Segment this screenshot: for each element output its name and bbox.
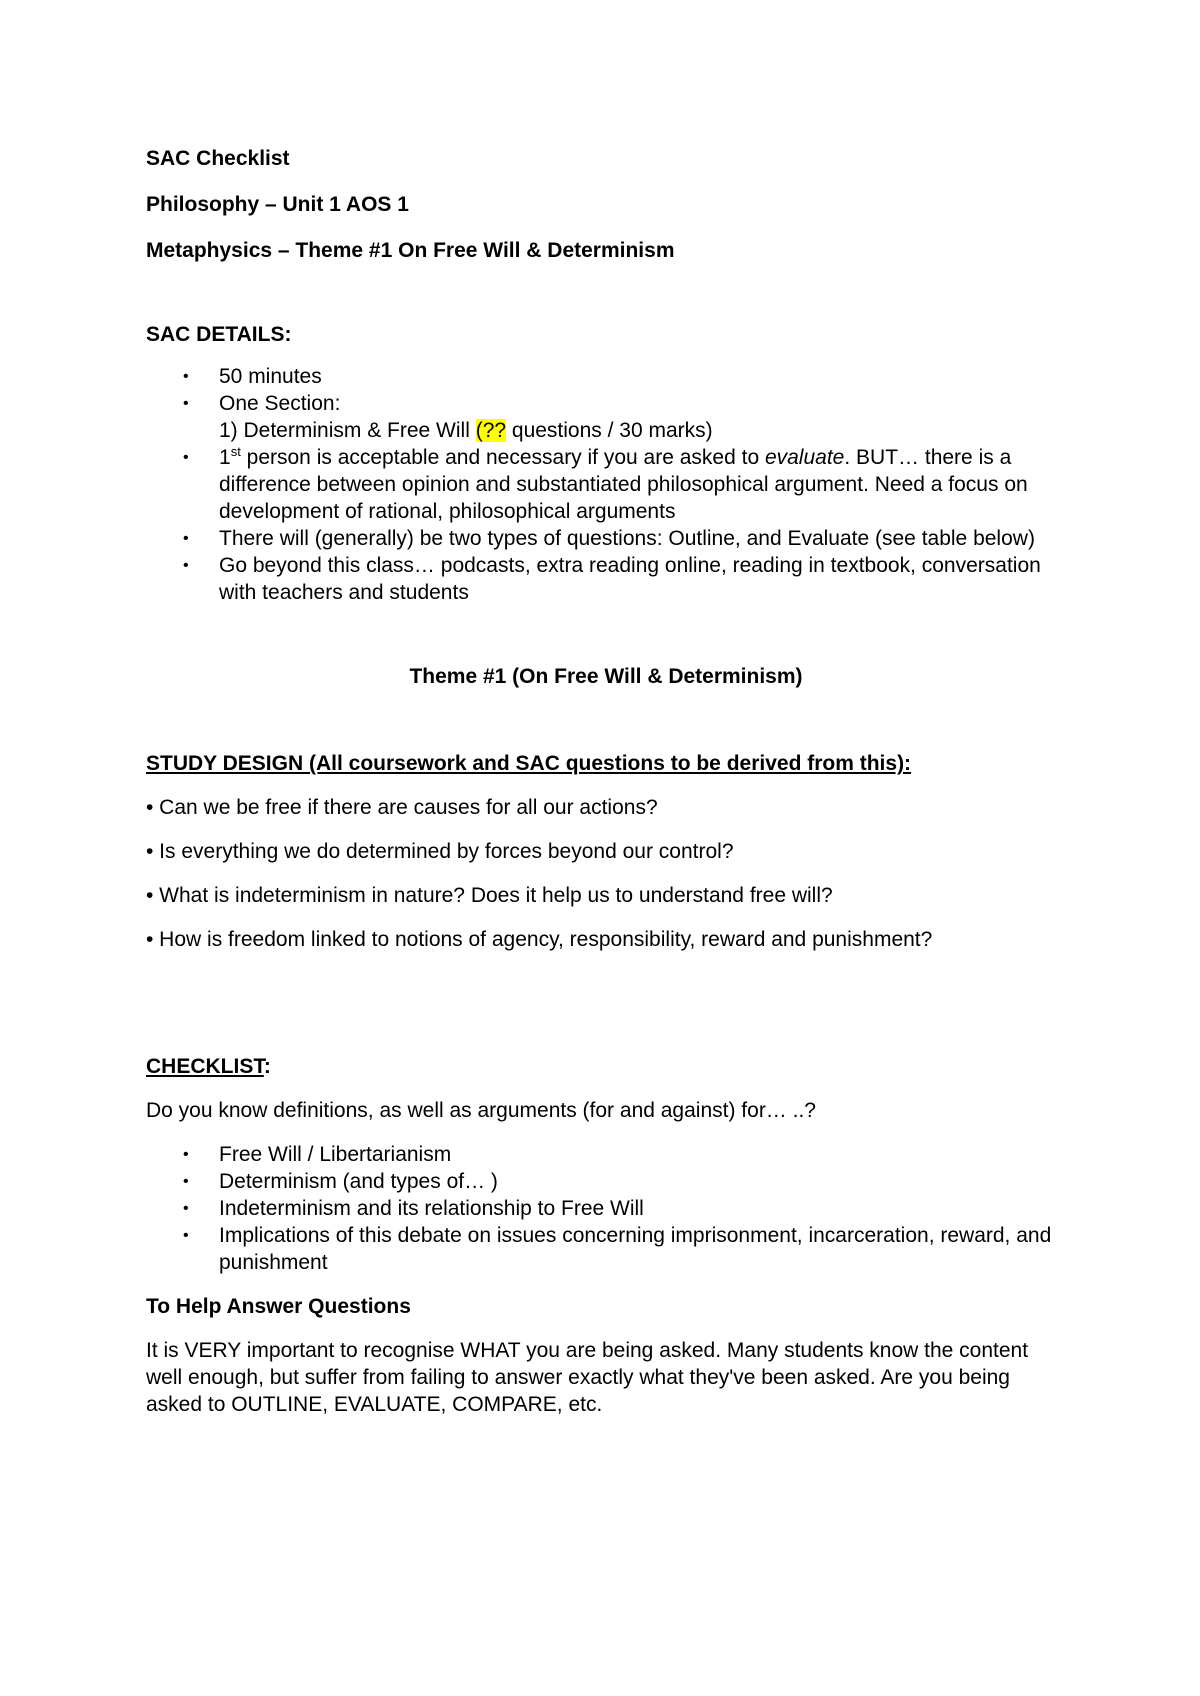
sac-details-label: SAC DETAILS: [146,323,292,346]
study-question: • Can we be free if there are causes for all our actions? [146,796,658,819]
list-item [146,1168,1066,1195]
first-person-pre: person is acceptable and necessary if you are asked to [240,446,765,469]
bullet-icon: • [183,530,189,547]
study-question: • Is everything we do determined by forces beyond our control? [146,840,734,863]
checklist-item-text: Implications of this debate on issues concerning imprisonment, incarceration, reward, and punishment [219,1224,1052,1274]
bullet-icon: • [183,1173,189,1190]
question-types-text: There will (generally) be two types of questions: Outline, and Evaluate (see table below) [219,527,1035,550]
checklist-heading-text: CHECKLIST [146,1055,264,1078]
bullet-icon: • [183,557,189,574]
section-line-end: questions / 30 marks) [506,419,713,442]
one-section-text: One Section: [219,392,341,415]
first-person-sup: st [230,444,241,459]
theme-title: Theme #1 (On Free Will & Determinism) [409,665,803,688]
bullet-icon: • [183,368,189,385]
bullet-icon: • [183,395,189,412]
help-body: It is VERY important to recognise WHAT you are being asked. Many students know the content well enough, but suffer from failing to answer exactly what they've been asked. Are you being asked to OUTLINE, EVALUATE, COMPARE, etc. [146,1339,1029,1416]
first-person-num: 1 [219,446,231,469]
theme-heading: Metaphysics – Theme #1 On Free Will & Determinism [146,239,675,262]
list-item [146,363,1066,390]
list-item [146,525,1066,552]
checklist-item-text: Indeterminism and its relationship to Free Will [219,1197,644,1220]
evaluate-emphasis: evaluate [764,446,845,469]
list-item [146,444,1066,525]
list-item [146,1141,1066,1168]
list-item [146,390,1066,444]
study-question: • What is indeterminism in nature? Does it help us to understand free will? [146,884,833,907]
list-item [146,1195,1066,1222]
bullet-icon: • [183,1200,189,1217]
first-person-post: . BUT… there is a difference between opinion and substantiated philosophical argument. Need a focus on development of rational, philosophical arguments [219,446,1028,523]
document-title: SAC Checklist [146,147,290,170]
help-heading: To Help Answer Questions [146,1295,411,1318]
bullet-icon: • [183,449,189,466]
checklist-heading-colon: : [263,1055,271,1078]
bullet-icon: • [183,1227,189,1244]
duration-text: 50 minutes [219,365,322,388]
study-question: • How is freedom linked to notions of agency, responsibility, reward and punishment? [146,928,933,951]
study-design-heading: STUDY DESIGN (All coursework and SAC questions to be derived from this): [146,752,912,775]
go-beyond-text: Go beyond this class… podcasts, extra reading online, reading in textbook, conversation with teachers and students [219,554,1041,604]
checklist-item-text: Determinism (and types of… ) [219,1170,498,1193]
section-line-start: 1) Determinism & Free Will [219,419,476,442]
checklist-intro: Do you know definitions, as well as arguments (for and against) for… ..? [146,1099,816,1122]
checklist-list [146,1141,1066,1276]
bullet-icon: • [183,1146,189,1163]
list-item [146,552,1066,606]
list-item [146,1222,1066,1276]
subject-heading: Philosophy – Unit 1 AOS 1 [146,193,409,216]
document-content [146,145,1066,1418]
sac-details-list [146,363,1066,606]
checklist-item-text: Free Will / Libertarianism [219,1143,452,1166]
checklist-heading [146,1053,1066,1080]
highlighted-text: (?? [475,419,507,442]
